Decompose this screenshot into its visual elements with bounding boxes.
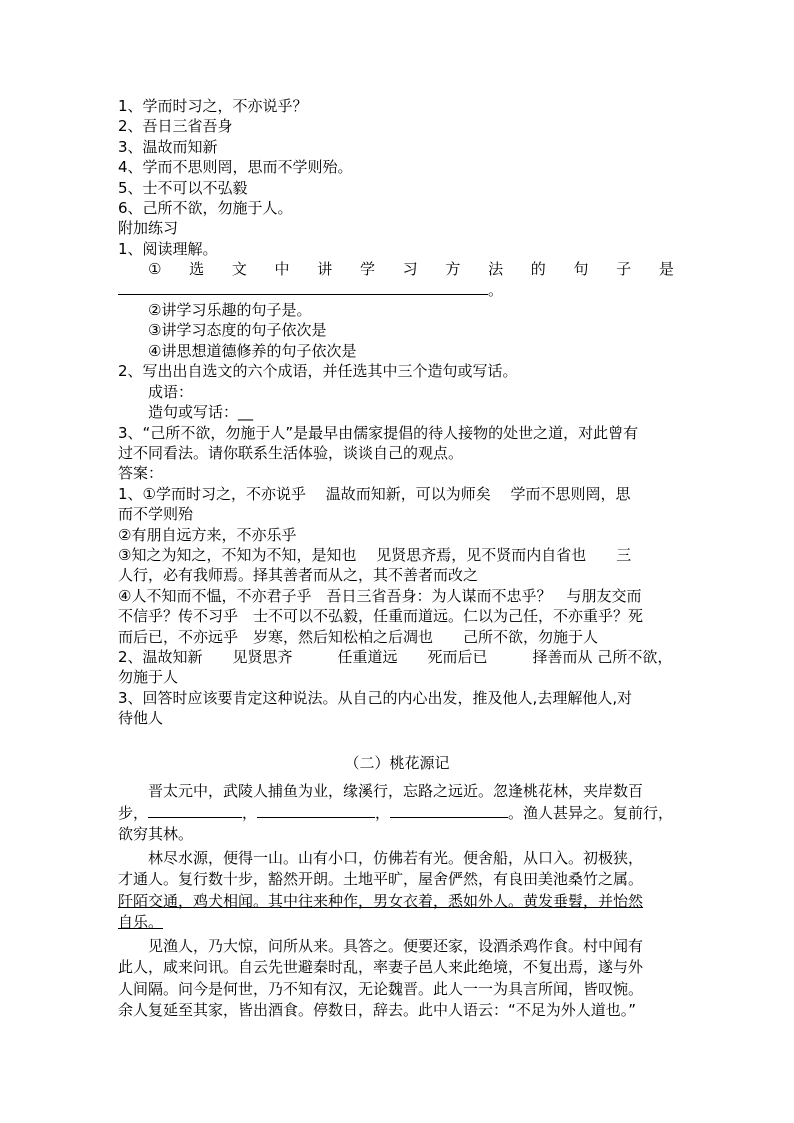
- answer-line: 勿施于人: [118, 668, 179, 687]
- q1a-char: 学: [359, 260, 375, 279]
- p2-line-2: 才通人。复行数十步，豁然开朗。土地平旷，屋舍俨然，有良田美池桑竹之属。: [118, 870, 644, 888]
- q1a-char: 文: [231, 260, 247, 279]
- question-1b: ②讲学习乐趣的句子是。: [148, 301, 312, 320]
- q2b-label: 造句或写话：: [148, 403, 239, 422]
- extra-heading: 附加练习: [118, 219, 179, 238]
- answer-line: ③知之为知之，不知为不知，是知也 见贤思齐焉，见不贤而内自省也 三: [118, 545, 632, 564]
- question-1d: ④讲思想道德修养的句子依次是: [148, 341, 357, 360]
- fill-blank-2[interactable]: [257, 803, 375, 818]
- question-1a-line: [118, 259, 674, 279]
- q1a-char: 句: [573, 260, 589, 279]
- p2-line-3: 阡陌交通，鸡犬相闻。其中往来种作，男女衣着，悉如外人。黄发垂髫，并怡然: [118, 891, 644, 910]
- p1-text: 步，: [118, 803, 149, 822]
- period: 。: [488, 280, 504, 299]
- answer-line: 2、温故知新 见贤思齐 任重道远 死而后已 择善而从 己所不欲，: [118, 647, 673, 666]
- q1a-char: 选: [189, 260, 205, 279]
- answer-line: ④人不知而不愠，不亦君子乎 吾日三省吾身：为人谋而不忠乎？ 与朋友交而: [118, 586, 642, 605]
- answer-line: 而不学则殆: [118, 505, 194, 524]
- answer-line: 3、回答时应该要肯定这种说法。从自己的内心出发，推及他人,去理解他人,对: [118, 688, 633, 707]
- question-3-line-1: 3、“己所不欲，勿施于人”是最早由儒家提倡的待人接物的处世之道，对此曾有: [118, 423, 639, 442]
- item-3: 3、温故而知新: [118, 137, 218, 156]
- q1a-char: 中: [274, 260, 290, 279]
- paragraph-1: [118, 781, 676, 846]
- answer-line: ②有朋自远方来，不亦乐乎: [118, 525, 297, 544]
- p1-line-2: [118, 803, 676, 825]
- p1-line-3: 欲穷其林。: [118, 825, 194, 843]
- document-page: [118, 96, 676, 1022]
- q1a-char: 法: [488, 260, 504, 279]
- question-2a: 成语：: [148, 382, 194, 401]
- p1-text: 。渔人甚异之。复前行，: [508, 803, 674, 822]
- p3-line-2: 此人，咸来问讯。自云先世避秦时乱，率妻子邑人来此绝境，不复出焉，遂与外: [118, 958, 644, 976]
- q1a-char: 是: [658, 260, 674, 279]
- item-6: 6、己所不欲，勿施于人。: [118, 199, 293, 218]
- p3-line-1: 见渔人，乃大惊，问所从来。具答之。便要还家，设酒杀鸡作食。村中闻有: [148, 936, 644, 955]
- p2-line-1: 林尽水源，便得一山。山有小口，仿佛若有光。便舍船，从口入。初极狭，: [148, 848, 644, 867]
- fill-blank-1[interactable]: [148, 803, 242, 818]
- q1a-char: 子: [616, 260, 632, 279]
- p3-line-3: 人间隔。问今是何世，乃不知有汉，无论魏晋。此人一一为具言所闻，皆叹惋。: [118, 979, 644, 998]
- question-1c: ③讲学习态度的句子依次是: [148, 321, 327, 340]
- answer-line: 待他人: [118, 709, 164, 728]
- paragraph-3: [118, 936, 676, 1022]
- section-title: （二）桃花源记: [344, 753, 450, 772]
- q2b-blank: __: [238, 403, 254, 422]
- item-2: 2、吾日三省吾身: [118, 117, 233, 136]
- q1a-char: 的: [530, 260, 546, 279]
- answer-blank[interactable]: [118, 280, 488, 295]
- question-2: 2、写出出自选文的六个成语，并任选其中三个造句或写话。: [118, 362, 518, 381]
- answer-line: 不信乎？传不习乎 士不可以不弘毅，任重而道远。仁以为己任，不亦重乎？死: [118, 607, 644, 626]
- answer-line: 1、①学而时习之，不亦说乎 温故而知新，可以为师矣 学而不思则罔，思: [118, 484, 631, 503]
- answer-heading: 答案：: [118, 464, 164, 483]
- p2-line-4: 自乐。: [118, 913, 164, 931]
- item-5: 5、士不可以不弘毅: [118, 178, 248, 197]
- question-1a-answer-line: [118, 280, 676, 300]
- q1a-char: ①: [148, 260, 162, 279]
- item-1: 1、学而时习之，不亦说乎？: [118, 97, 308, 115]
- item-4: 4、学而不思则罔，思而不学则殆。: [118, 158, 353, 177]
- paragraph-2: [118, 848, 676, 934]
- p1-line-1: 晋太元中，武陵人捕鱼为业，缘溪行，忘路之远近。忽逢桃花林，夹岸数百: [148, 782, 644, 800]
- q1a-char: 方: [445, 260, 461, 279]
- answer-line: 而后已，不亦远乎 岁寒，然后知松柏之后凋也 己所不欲，勿施于人: [118, 627, 599, 646]
- question-1: 1、阅读理解。: [118, 239, 218, 258]
- fill-blank-3[interactable]: [390, 803, 508, 818]
- question-2b: [118, 402, 676, 422]
- comma: ，: [242, 803, 258, 822]
- comma: ，: [375, 803, 391, 822]
- answer-line: 人行，必有我师焉。择其善者而从之，其不善者而改之: [118, 566, 479, 585]
- q1a-char: 习: [402, 260, 418, 279]
- question-3-line-2: 过不同看法。请你联系生活体验，谈谈自己的观点。: [118, 443, 464, 462]
- p3-line-4: 余人复延至其家，皆出酒食。停数日，辞去。此中人语云：“不足为外人道也。”: [118, 1001, 637, 1019]
- q1a-char: 讲: [317, 260, 333, 279]
